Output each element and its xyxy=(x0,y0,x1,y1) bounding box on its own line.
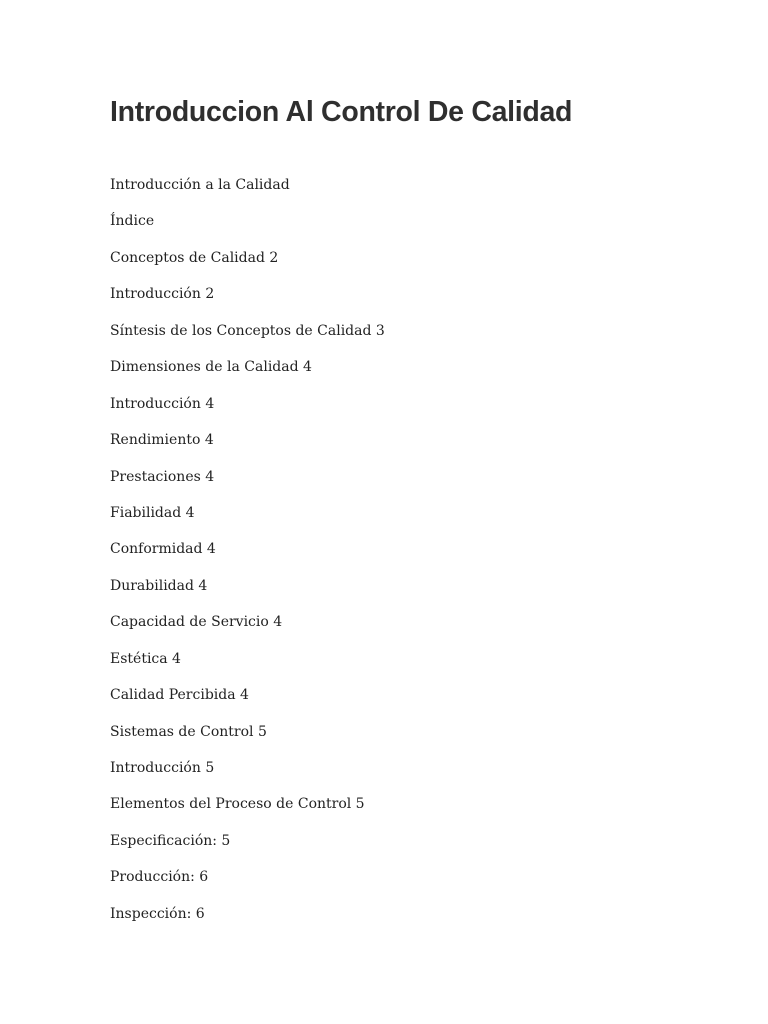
document-title: Introduccion Al Control De Calidad xyxy=(110,96,573,128)
toc-item: Calidad Percibida 4 xyxy=(110,687,249,704)
toc-item: Rendimiento 4 xyxy=(110,432,214,449)
toc-item: Conformidad 4 xyxy=(110,541,216,558)
toc-item: Introducción 4 xyxy=(110,395,215,412)
toc-item: Introducción 5 xyxy=(110,760,215,776)
toc-item: Durabilidad 4 xyxy=(110,577,208,594)
toc-item: Especificación: 5 xyxy=(110,832,231,849)
toc-item: Conceptos de Calidad 2 xyxy=(110,249,279,266)
toc-item: Prestaciones 4 xyxy=(110,468,215,485)
toc-item: Introducción a la Calidad xyxy=(110,177,290,193)
toc-item: Estética 4 xyxy=(110,650,181,667)
toc-item: Sistemas de Control 5 xyxy=(110,723,267,740)
toc-item: Fiabilidad 4 xyxy=(110,504,195,521)
toc-item: Elementos del Proceso de Control 5 xyxy=(110,796,365,813)
toc-item: Introducción 2 xyxy=(110,286,215,303)
toc-item: Dimensiones de la Calidad 4 xyxy=(110,359,312,376)
toc-item: Índice xyxy=(110,213,155,230)
toc-item: Síntesis de los Conceptos de Calidad 3 xyxy=(110,322,385,339)
toc-item: Inspección: 6 xyxy=(110,905,205,922)
toc-item: Capacidad de Servicio 4 xyxy=(110,614,283,631)
table-of-contents xyxy=(110,172,385,937)
toc-item: Producción: 6 xyxy=(110,869,209,886)
